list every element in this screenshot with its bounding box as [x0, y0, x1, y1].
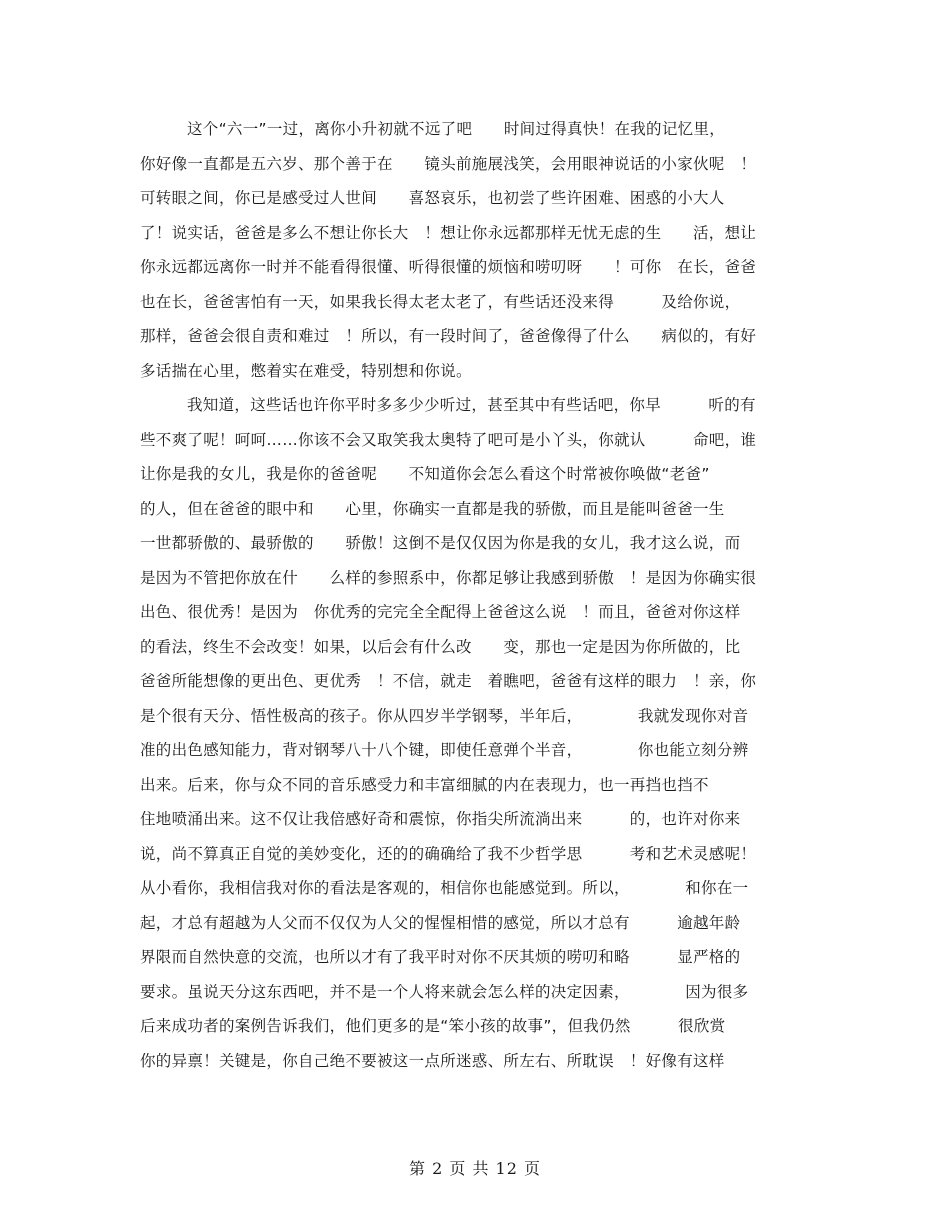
- text-line: 出来。后来，你与众不同的音乐感受力和丰富细腻的内在表现力，也一再挡也挡不: [140, 775, 709, 794]
- text-line: 住地喷涌出来。这不仅让我倍感好奇和震惊，你指尖所流淌出来 的，也许对你来: [140, 810, 741, 828]
- page-number-footer: 第 2 页 共 12 页: [409, 1159, 541, 1178]
- text-line: 说，尚不算真正自觉的美妙变化，还的的确确给了我不少哲学思 考和艺术灵感呢！: [140, 844, 757, 863]
- text-line: 我知道，这些话也许你平时多多少少听过，甚至其中有些话吧，你早 听的有: [187, 396, 756, 414]
- text-line: 让你是我的女儿，我是你的爸爸呢 不知道你会怎么看这个时常被你唤做“老爸”: [140, 465, 710, 483]
- text-line: 的人，但在爸爸的眼中和 心里，你确实一直都是我的骄傲，而且是能叫爸爸一生: [140, 499, 725, 518]
- text-line: 从小看你，我相信我对你的看法是客观的，相信你也能感觉到。所以， 和你在一: [140, 879, 749, 897]
- document-body: [140, 112, 820, 1078]
- text-line: 你好像一直都是五六岁、那个善于在 镜头前施展浅笑，会用眼神说话的小家伙呢 ！: [140, 154, 757, 173]
- text-line: 那样，爸爸会很自责和难过 ！所以，有一段时间了，爸爸像得了什么 病似的，有好: [140, 327, 757, 345]
- text-line: 界限而自然快意的交流，也所以才有了我平时对你不厌其烦的唠叨和略 显严格的: [140, 948, 741, 966]
- text-line: 也在长，爸爸害怕有一天，如果我长得太老太老了，有些话还没来得 及给你说，: [140, 292, 741, 311]
- text-line: 你永远都远离你一时并不能看得很懂、听得很懂的烦恼和唠叨呀 ！可你 在长，爸爸: [140, 258, 757, 276]
- text-line: 准的出色感知能力，背对钢琴八十八个键，即使任意弹个半音， 你也能立刻分辨: [140, 741, 749, 759]
- text-line: 爸爸所能想像的更出色、更优秀 ！不信，就走 着瞧吧，爸爸有这样的眼力 ！亲，你: [140, 672, 757, 690]
- text-line: 后来成功者的案例告诉我们，他们更多的是“笨小孩的故事”，但我仍然 很欣赏: [140, 1017, 726, 1035]
- text-line: 些不爽了呢！呵呵……你该不会又取笑我太奥特了吧可是小丫头，你就认 命吧，谁: [140, 430, 757, 449]
- text-line: 是因为不管把你放在什 么样的参照系中，你都足够让我感到骄傲 ！是因为你确实很: [140, 568, 757, 587]
- text-line: 起，才总有超越为人父而不仅仅为人父的惺惺相惜的感觉，所以才总有 逾越年龄: [140, 913, 741, 932]
- text-line: 是个很有天分、悟性极高的孩子。你从四岁半学钢琴，半年后， 我就发现你对音: [140, 706, 749, 725]
- text-line: 可转眼之间，你已是感受过人世间 喜怒哀乐，也初尝了些许困难、困惑的小大人: [140, 189, 725, 207]
- text-line: 要求。虽说天分这东西吧，并不是一个人将来就会怎么样的决定因素， 因为很多: [140, 982, 749, 1001]
- text-line: 的看法，终生不会改变！如果，以后会有什么改 变，那也一定是因为你所做的，比: [140, 637, 741, 656]
- text-line: 出色、很优秀！是因为 你优秀的完完全全配得上爸爸这么说 ！而且，爸爸对你这样: [140, 603, 741, 621]
- text-line: 了！说实话，爸爸是多么不想让你长大 ！想让你永远都那样无忧无虑的生 活，想让: [140, 223, 757, 242]
- text-line: 你的异禀！关键是，你自己绝不要被这一点所迷惑、所左右、所耽误 ！好像有这样: [140, 1051, 725, 1070]
- text-line: 这个“六一”一过，离你小升初就不远了吧 时间过得真快！在我的记忆里，: [187, 120, 726, 138]
- text-line: 多话揣在心里，憋着实在难受，特别想和你说。: [140, 361, 472, 380]
- text-line: 一世都骄傲的、最骄傲的 骄傲！这倒不是仅仅因为你是我的女儿，我才这么说，而: [140, 534, 741, 552]
